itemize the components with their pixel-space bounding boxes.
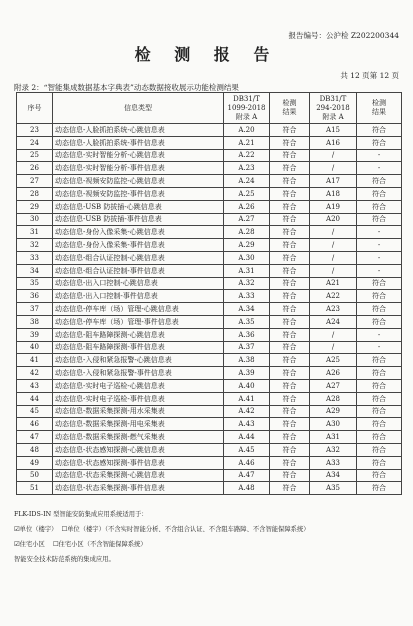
cell-result2: 符合 bbox=[357, 277, 402, 290]
cell-seq: 25 bbox=[17, 149, 53, 162]
cell-result1: 符合 bbox=[270, 290, 310, 303]
cell-result2: - bbox=[357, 251, 402, 264]
cell-type: 动态信息-实时电子巡检-事件信息表 bbox=[53, 392, 224, 405]
cell-std1: A.20 bbox=[224, 124, 270, 137]
cell-result2: - bbox=[357, 264, 402, 277]
cell-std1: A.42 bbox=[224, 405, 270, 418]
cell-std2: / bbox=[310, 341, 357, 354]
checkbox-unchecked: ☐ bbox=[61, 526, 68, 533]
cell-type: 动态信息-入侵和紧急报警-事件信息表 bbox=[53, 367, 224, 380]
cell-std2: A21 bbox=[310, 277, 357, 290]
cell-std1: A.26 bbox=[224, 200, 270, 213]
cell-seq: 41 bbox=[17, 354, 53, 367]
table-row bbox=[17, 213, 402, 226]
cell-type: 动态信息-组合认证控制-事件信息表 bbox=[53, 264, 224, 277]
cell-std2: A22 bbox=[310, 290, 357, 303]
cell-result1: 符合 bbox=[270, 226, 310, 239]
cell-std2: / bbox=[310, 239, 357, 252]
cell-std1: A.40 bbox=[224, 379, 270, 392]
cell-std2: A28 bbox=[310, 392, 357, 405]
cell-seq: 33 bbox=[17, 251, 53, 264]
cell-std2: A15 bbox=[310, 124, 357, 137]
table-row bbox=[17, 200, 402, 213]
cell-std2: A16 bbox=[310, 136, 357, 149]
cell-std1: A.22 bbox=[224, 149, 270, 162]
header-std2-line2: 294-2018 bbox=[316, 103, 350, 112]
cell-result2: - bbox=[357, 162, 402, 175]
cell-result1: 符合 bbox=[270, 175, 310, 188]
header-result1 bbox=[270, 93, 310, 124]
cell-std2: A34 bbox=[310, 469, 357, 482]
cell-std2: / bbox=[310, 264, 357, 277]
table-row bbox=[17, 124, 402, 137]
header-std2-line1: DB31/T bbox=[319, 94, 347, 103]
cell-result1: 符合 bbox=[270, 251, 310, 264]
cell-std2: A29 bbox=[310, 405, 357, 418]
header-result1-line2: 结果 bbox=[282, 108, 297, 116]
cell-seq: 47 bbox=[17, 431, 53, 444]
cell-type: 动态信息-数据采集探测-燃气采集表 bbox=[53, 431, 224, 444]
cell-std2: A19 bbox=[310, 200, 357, 213]
table-row bbox=[17, 277, 402, 290]
checkbox-unchecked: ☐ bbox=[52, 541, 59, 548]
cell-type: 动态信息-入侵和紧急报警-心跳信息表 bbox=[53, 354, 224, 367]
table-header-row bbox=[17, 93, 402, 124]
cell-std1: A.34 bbox=[224, 303, 270, 316]
cell-result2: - bbox=[357, 149, 402, 162]
cell-std2: / bbox=[310, 226, 357, 239]
table-row bbox=[17, 392, 402, 405]
header-result2-line2: 结果 bbox=[372, 108, 386, 116]
cell-type: 动态信息-数据采集探测-用电采集表 bbox=[53, 418, 224, 431]
cell-type: 动态信息-停车库（场）管理-心跳信息表 bbox=[53, 303, 224, 316]
cell-std2: A25 bbox=[310, 354, 357, 367]
cell-result2: 符合 bbox=[357, 354, 402, 367]
table-row bbox=[17, 290, 402, 303]
cell-type: 动态信息-身份入像采集-事件信息表 bbox=[53, 239, 224, 252]
cell-std2: A33 bbox=[310, 456, 357, 469]
cell-std1: A.25 bbox=[224, 187, 270, 200]
cell-type: 动态信息-出入口控制-心跳信息表 bbox=[53, 277, 224, 290]
report-number: 报告编号：公沪检 Z202200344 bbox=[288, 31, 399, 40]
cell-std2: A20 bbox=[310, 213, 357, 226]
table-row bbox=[17, 482, 402, 495]
cell-std1: A.28 bbox=[224, 226, 270, 239]
cell-std2: A17 bbox=[310, 175, 357, 188]
cell-result1: 符合 bbox=[270, 379, 310, 392]
cell-type: 动态信息-USB 防拔插-心跳信息表 bbox=[53, 200, 224, 213]
table-row bbox=[17, 315, 402, 328]
cell-result1: 符合 bbox=[270, 124, 310, 137]
cell-std1: A.43 bbox=[224, 418, 270, 431]
notes-line2 bbox=[14, 522, 310, 537]
cell-std1: A.37 bbox=[224, 341, 270, 354]
cell-type: 动态信息-停车库（场）管理-事件信息表 bbox=[53, 315, 224, 328]
cell-seq: 43 bbox=[17, 379, 53, 392]
cell-std1: A.32 bbox=[224, 277, 270, 290]
cell-result2: 符合 bbox=[357, 187, 402, 200]
option-residential-limited: 住宅小区（不含智能保障系统） bbox=[58, 541, 147, 548]
cell-result2: 符合 bbox=[357, 456, 402, 469]
cell-result1: 符合 bbox=[270, 405, 310, 418]
header-std1 bbox=[224, 93, 270, 124]
cell-seq: 40 bbox=[17, 341, 53, 354]
cell-type: 动态信息-出入口控制-事件信息表 bbox=[53, 290, 224, 303]
cell-std1: A.47 bbox=[224, 469, 270, 482]
header-seq: 序号 bbox=[17, 93, 53, 124]
cell-type: 动态信息-实时智能分析-心跳信息表 bbox=[53, 149, 224, 162]
option-residential: 住宅小区 bbox=[19, 541, 45, 548]
cell-result2: 符合 bbox=[357, 443, 402, 456]
cell-seq: 30 bbox=[17, 213, 53, 226]
cell-result2: 符合 bbox=[357, 392, 402, 405]
cell-type: 动态信息-阻车路障探测-事件信息表 bbox=[53, 341, 224, 354]
cell-result2: 符合 bbox=[357, 418, 402, 431]
cell-type: 动态信息-状态采集探测-事件信息表 bbox=[53, 482, 224, 495]
header-std1-line3: 附录 A bbox=[235, 112, 258, 121]
cell-std2: A30 bbox=[310, 418, 357, 431]
cell-result1: 符合 bbox=[270, 213, 310, 226]
cell-std1: A.24 bbox=[224, 175, 270, 188]
cell-seq: 38 bbox=[17, 315, 53, 328]
cell-seq: 48 bbox=[17, 443, 53, 456]
cell-result2: 符合 bbox=[357, 482, 402, 495]
cell-result2: 符合 bbox=[357, 367, 402, 380]
table-row bbox=[17, 354, 402, 367]
cell-result2: 符合 bbox=[357, 469, 402, 482]
table-row bbox=[17, 264, 402, 277]
cell-result1: 符合 bbox=[270, 341, 310, 354]
cell-seq: 23 bbox=[17, 124, 53, 137]
cell-result1: 符合 bbox=[270, 239, 310, 252]
cell-std1: A.33 bbox=[224, 290, 270, 303]
cell-type: 动态信息-阻车路障探测-心跳信息表 bbox=[53, 328, 224, 341]
table-row bbox=[17, 367, 402, 380]
cell-std1: A.46 bbox=[224, 456, 270, 469]
header-type: 信息类型 bbox=[53, 93, 224, 124]
cell-std2: A35 bbox=[310, 482, 357, 495]
cell-type: 动态信息-USB 防拔插-事件信息表 bbox=[53, 213, 224, 226]
notes-line3 bbox=[14, 537, 310, 552]
cell-std1: A.29 bbox=[224, 239, 270, 252]
table-row bbox=[17, 162, 402, 175]
cell-std1: A.44 bbox=[224, 431, 270, 444]
cell-std1: A.45 bbox=[224, 443, 270, 456]
cell-result1: 符合 bbox=[270, 187, 310, 200]
cell-result2: - bbox=[357, 341, 402, 354]
cell-result1: 符合 bbox=[270, 469, 310, 482]
table-row bbox=[17, 226, 402, 239]
cell-result2: - bbox=[357, 239, 402, 252]
cell-seq: 24 bbox=[17, 136, 53, 149]
table-row bbox=[17, 418, 402, 431]
cell-result2: 符合 bbox=[357, 200, 402, 213]
header-result2-line1: 检测 bbox=[372, 99, 386, 107]
table-row bbox=[17, 251, 402, 264]
cell-result1: 符合 bbox=[270, 149, 310, 162]
cell-type: 动态信息-状态感知探测-心跳信息表 bbox=[53, 443, 224, 456]
cell-result2: 符合 bbox=[357, 175, 402, 188]
header-result2 bbox=[357, 93, 402, 124]
cell-seq: 50 bbox=[17, 469, 53, 482]
table-row bbox=[17, 187, 402, 200]
cell-result1: 符合 bbox=[270, 367, 310, 380]
header-std2-line3: 附录 A bbox=[322, 112, 344, 121]
cell-std1: A.27 bbox=[224, 213, 270, 226]
cell-std1: A.48 bbox=[224, 482, 270, 495]
cell-result2: 符合 bbox=[357, 136, 402, 149]
cell-result2: 符合 bbox=[357, 213, 402, 226]
cell-result2: 符合 bbox=[357, 431, 402, 444]
cell-result1: 符合 bbox=[270, 303, 310, 316]
notes-line1: FLK-IDS-IN 型智能安防集成应用系统适用于： bbox=[14, 511, 148, 518]
cell-result2: 符合 bbox=[357, 315, 402, 328]
cell-result1: 符合 bbox=[270, 431, 310, 444]
cell-seq: 28 bbox=[17, 187, 53, 200]
cell-std2: A24 bbox=[310, 315, 357, 328]
table-row bbox=[17, 136, 402, 149]
cell-type: 动态信息-人脸抓拍系统-心跳信息表 bbox=[53, 124, 224, 137]
cell-std2: / bbox=[310, 149, 357, 162]
cell-seq: 44 bbox=[17, 392, 53, 405]
notes bbox=[14, 507, 310, 567]
table-row bbox=[17, 175, 402, 188]
cell-result1: 符合 bbox=[270, 200, 310, 213]
cell-std1: A.21 bbox=[224, 136, 270, 149]
table-row bbox=[17, 328, 402, 341]
header-std2 bbox=[310, 93, 357, 124]
cell-type: 动态信息-身份入像采集-心跳信息表 bbox=[53, 226, 224, 239]
cell-result1: 符合 bbox=[270, 328, 310, 341]
cell-std2: A18 bbox=[310, 187, 357, 200]
table-row bbox=[17, 469, 402, 482]
cell-std2: A27 bbox=[310, 379, 357, 392]
cell-result1: 符合 bbox=[270, 456, 310, 469]
cell-seq: 32 bbox=[17, 239, 53, 252]
header-std1-line1: DB31/T bbox=[233, 94, 260, 103]
cell-std1: A.41 bbox=[224, 392, 270, 405]
cell-seq: 45 bbox=[17, 405, 53, 418]
cell-type: 动态信息-人脸抓拍系统-事件信息表 bbox=[53, 136, 224, 149]
cell-result2: - bbox=[357, 328, 402, 341]
cell-result1: 符合 bbox=[270, 264, 310, 277]
cell-result1: 符合 bbox=[270, 482, 310, 495]
cell-result1: 符合 bbox=[270, 315, 310, 328]
option-unit: 单位（楼宇） bbox=[19, 526, 58, 533]
cell-result1: 符合 bbox=[270, 354, 310, 367]
cell-result1: 符合 bbox=[270, 418, 310, 431]
cell-std2: A26 bbox=[310, 367, 357, 380]
checkbox-checked: ☑ bbox=[14, 526, 20, 533]
cell-std1: A.36 bbox=[224, 328, 270, 341]
header-result1-line1: 检测 bbox=[282, 99, 297, 107]
cell-type: 动态信息-数据采集探测-用水采集表 bbox=[53, 405, 224, 418]
cell-result2: 符合 bbox=[357, 124, 402, 137]
cell-seq: 49 bbox=[17, 456, 53, 469]
table-row bbox=[17, 341, 402, 354]
cell-std2: / bbox=[310, 162, 357, 175]
cell-seq: 36 bbox=[17, 290, 53, 303]
option-unit-limited: 单位（楼宇）（不含实时智能分析、不含组合认证、不含阻车路障、不含智能保障系统） bbox=[67, 526, 310, 533]
cell-seq: 34 bbox=[17, 264, 53, 277]
cell-seq: 37 bbox=[17, 303, 53, 316]
cell-std1: A.31 bbox=[224, 264, 270, 277]
results-table bbox=[16, 92, 402, 495]
page-info: 共 12 页第 12 页 bbox=[340, 71, 399, 80]
cell-std2: / bbox=[310, 328, 357, 341]
cell-std2: A31 bbox=[310, 431, 357, 444]
cell-type: 动态信息-视频安防监控-心跳信息表 bbox=[53, 175, 224, 188]
cell-result1: 符合 bbox=[270, 277, 310, 290]
cell-result2: 符合 bbox=[357, 303, 402, 316]
cell-result1: 符合 bbox=[270, 443, 310, 456]
cell-type: 动态信息-视频安防监控-事件信息表 bbox=[53, 187, 224, 200]
cell-result1: 符合 bbox=[270, 162, 310, 175]
table-row bbox=[17, 405, 402, 418]
cell-seq: 26 bbox=[17, 162, 53, 175]
table-row bbox=[17, 239, 402, 252]
table-caption: 附录 2：“智能集成数据基本字典表”动态数据接收展示功能检测结果 bbox=[14, 83, 239, 92]
cell-type: 动态信息-实时智能分析-事件信息表 bbox=[53, 162, 224, 175]
cell-result1: 符合 bbox=[270, 392, 310, 405]
cell-seq: 29 bbox=[17, 200, 53, 213]
notes-line4: 智能安全技术防范系统的集成应用。 bbox=[14, 556, 115, 563]
cell-seq: 39 bbox=[17, 328, 53, 341]
cell-result2: 符合 bbox=[357, 405, 402, 418]
cell-seq: 31 bbox=[17, 226, 53, 239]
cell-type: 动态信息-状态感知探测-事件信息表 bbox=[53, 456, 224, 469]
cell-std2: A23 bbox=[310, 303, 357, 316]
table-row bbox=[17, 431, 402, 444]
report-title: 检 测 报 告 bbox=[134, 45, 279, 64]
cell-std1: A.30 bbox=[224, 251, 270, 264]
cell-result2: 符合 bbox=[357, 290, 402, 303]
checkbox-checked: ☑ bbox=[14, 541, 20, 548]
cell-result2: 符合 bbox=[357, 379, 402, 392]
table-row bbox=[17, 456, 402, 469]
cell-result2: - bbox=[357, 226, 402, 239]
cell-seq: 46 bbox=[17, 418, 53, 431]
cell-seq: 42 bbox=[17, 367, 53, 380]
cell-type: 动态信息-实时电子巡检-心跳信息表 bbox=[53, 379, 224, 392]
cell-seq: 27 bbox=[17, 175, 53, 188]
header-std1-line2: 1099-2018 bbox=[227, 103, 266, 112]
table-row bbox=[17, 443, 402, 456]
table-row bbox=[17, 149, 402, 162]
cell-std2: / bbox=[310, 251, 357, 264]
cell-std1: A.39 bbox=[224, 367, 270, 380]
cell-result1: 符合 bbox=[270, 136, 310, 149]
cell-type: 动态信息-状态采集探测-心跳信息表 bbox=[53, 469, 224, 482]
cell-std1: A.23 bbox=[224, 162, 270, 175]
cell-std2: A32 bbox=[310, 443, 357, 456]
cell-seq: 51 bbox=[17, 482, 53, 495]
cell-std1: A.38 bbox=[224, 354, 270, 367]
table-row bbox=[17, 379, 402, 392]
table-row bbox=[17, 303, 402, 316]
cell-std1: A.35 bbox=[224, 315, 270, 328]
cell-seq: 35 bbox=[17, 277, 53, 290]
cell-type: 动态信息-组合认证控制-心跳信息表 bbox=[53, 251, 224, 264]
